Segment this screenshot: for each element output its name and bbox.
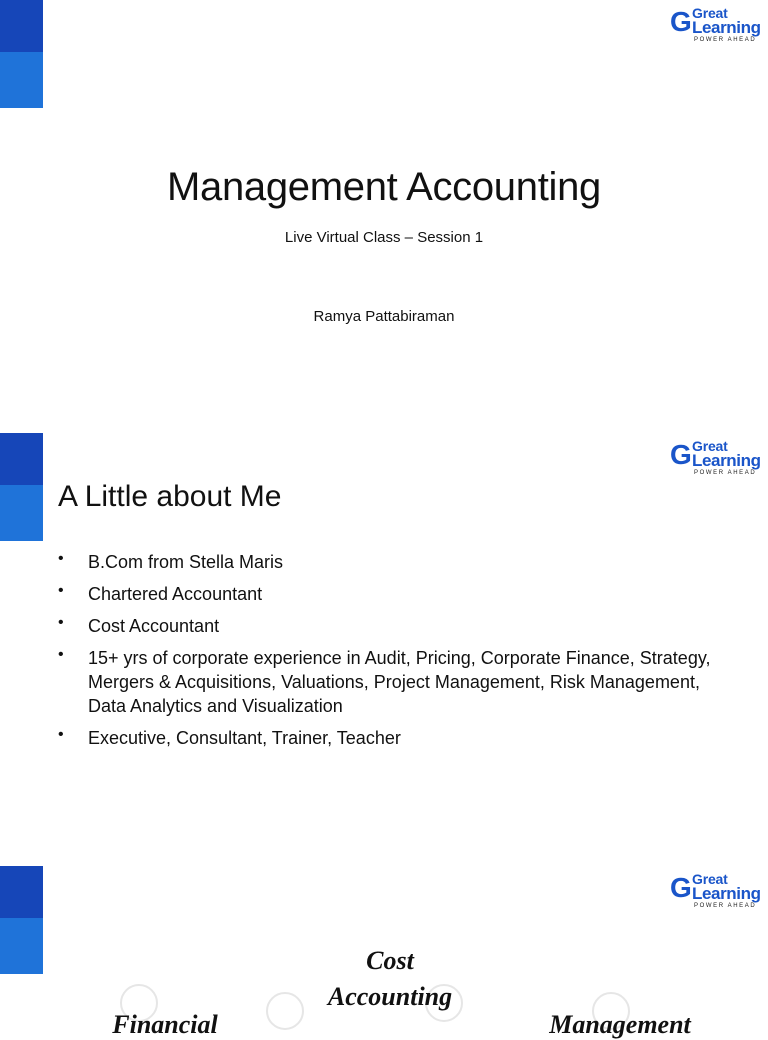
diagram-label-financial: Financial [112,1010,218,1039]
presentation-subtitle: Live Virtual Class – Session 1 [284,229,484,246]
bullet-text: Chartered Accountant [88,584,263,604]
bullet-dot-icon: • [58,582,64,599]
decorative-circle-icon [266,992,304,1030]
bullet-text: Executive, Consultant, Trainer, Teacher [88,728,401,748]
slide-about-me [0,433,768,866]
bullet-dot-icon: • [58,550,64,567]
logo-word-learning: Learning [692,884,761,903]
logo-tagline: POWER AHEAD [694,470,757,476]
diagram-label-cost: Cost [366,946,414,975]
great-learning-logo [670,439,762,479]
bullet-dot-icon: • [58,614,64,631]
logo-word-learning: Learning [692,451,761,470]
bullet-item [58,646,738,718]
slide-accent-bar-dark [0,0,43,52]
great-learning-logo [670,872,762,912]
bullet-item [58,582,738,606]
bullet-list [58,550,738,758]
slide-accent-bar-light [0,485,43,541]
presentation-title: Management Accounting [167,165,601,209]
logo-word-learning: Learning [692,18,761,37]
logo-word-great: Great [692,438,728,454]
slide-accent-bar-light [0,52,43,108]
bullet-text: B.Com from Stella Maris [88,552,284,572]
diagram-label-management: Management [549,1010,691,1039]
slide-heading: A Little about Me [58,480,282,513]
bullet-item [58,726,738,750]
logo-tagline: POWER AHEAD [694,37,757,43]
logo-word-great: Great [692,5,728,21]
great-learning-logo [670,6,762,46]
logo-g-icon: G [670,439,692,470]
bullet-dot-icon: • [58,646,64,663]
bullet-dot-icon: • [58,726,64,743]
bullet-item [58,614,738,638]
slide-accent-bar-light [0,918,43,974]
logo-g-icon: G [670,6,692,37]
presenter-name: Ramya Pattabiraman [313,308,455,325]
slide-title [0,0,768,433]
slide-accounting-branches [0,866,768,1039]
diagram-label-accounting: Accounting [327,982,453,1011]
logo-g-icon: G [670,872,692,903]
slide-accent-bar-dark [0,433,43,485]
logo-tagline: POWER AHEAD [694,903,757,909]
bullet-text: 15+ yrs of corporate experience in Audit, Pricing, Corporate Finance, Strategy, Mergers & Acquisitions, Valuations, Project Management, Risk Management, Data Analytics and Visualization [88,648,711,716]
logo-word-great: Great [692,871,728,887]
bullet-item [58,550,738,574]
bullet-text: Cost Accountant [88,616,220,636]
slide-accent-bar-dark [0,866,43,918]
